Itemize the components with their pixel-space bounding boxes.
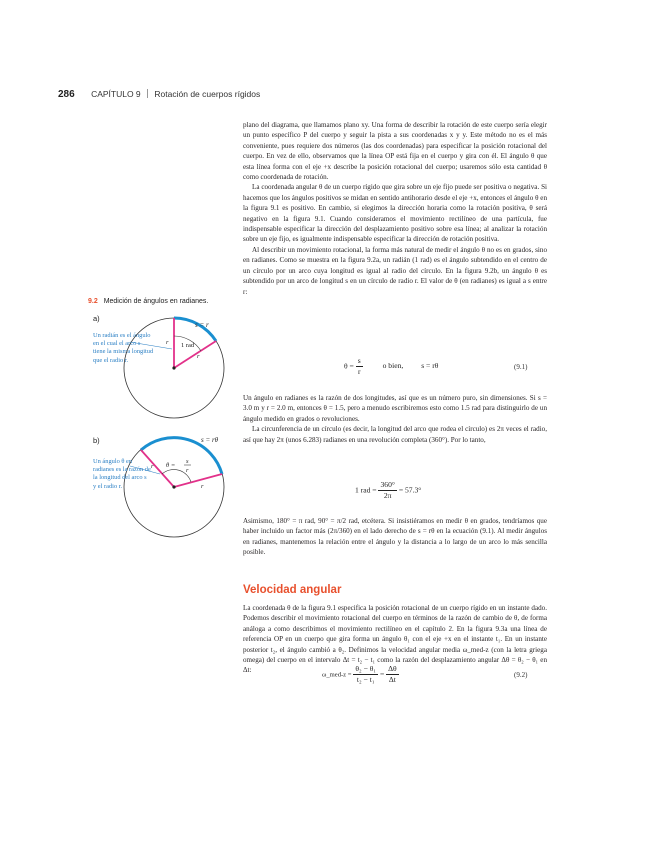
eq91-denominator: r: [357, 367, 361, 376]
theta-label-b: θ =: [166, 462, 176, 469]
eqrad-rhs: = 57.3°: [398, 485, 422, 495]
angle-label-a: 1 rad: [181, 342, 195, 349]
center-point-b: [172, 485, 175, 488]
paragraph-5: La circunferencia de un círculo (es decir, la longitud del arco que rodea el círculo) es 2π veces el radio, así que hay 2π (unos 6.283) radianes en una revolución completa (360°). Por lo tanto,: [243, 425, 547, 444]
figure-b-note: [93, 458, 151, 491]
eq92-denominator-2: Δt: [388, 675, 396, 684]
figure-b-note-line: la longitud del arco s: [93, 474, 147, 482]
figure-b-note-line: radianes es la razón de: [93, 466, 151, 474]
paragraph-7: La coordenada θ de la figura 9.1 especifica la posición rotacional de un cuerpo rígido en un instante dado. Podemos describir el movimiento rotacional del cuerpo en términos de la razón de cambio de θ, de forma análoga a como describimos el movimiento rectilíneo en el capítulo 2. En la figura 9.3a una línea de referencia OP en un cuerpo que gira forma un ángulo θ₁ con el eje +x en el instante t₁. En un instante posterior t₂, el ángulo cambió a θ₂. Definimos la velocidad angular media ω_med-z (con la letra griega omega) del cuerpo en el intervalo Δt = t₂ − t₁ como la razón del desplazamiento angular Δθ = θ₂ − θ₁ en Δt:: [243, 604, 547, 675]
radius-label-b-2: r: [201, 483, 204, 490]
eq91-lhs: θ =: [344, 361, 354, 371]
eq92-denominator-1: t₂ − t₁: [356, 675, 375, 684]
eq91-rhs: s = rθ: [421, 361, 439, 371]
eqrad-numerator: 360°: [380, 480, 395, 489]
figure-a-label: a): [93, 314, 100, 323]
eqrad-denominator: 2π: [383, 491, 392, 500]
radius-label-a-1: r: [166, 339, 169, 346]
paragraph-4: Un ángulo en radianes es la razón de dos longitudes, así que es un número puro, sin dimensiones. Si s = 3.0 m y r = 2.0 m, entonces θ = 1.5, pero a menudo escribiremos esto como 1.5 rad para distinguirlo de un ángulo medido en grados o revoluciones.: [243, 394, 547, 423]
eqrad-lhs: 1 rad =: [355, 485, 377, 495]
figure-number: 9.2: [88, 298, 98, 305]
figure-a-note-line: tiene la misma longitud: [93, 348, 154, 356]
eq92-numerator-1: θ₂ − θ₁: [355, 664, 377, 673]
diagram-a: [124, 318, 224, 418]
theta-fraction-den-b: r: [186, 467, 189, 474]
eq91-middle: o bien,: [382, 361, 404, 371]
paragraph-6: Asimismo, 180° = π rad, 90° = π/2 rad, etcétera. Si insistiéramos en medir θ en grados, tendríamos que haber incluido un factor más (2π/360) en el lado derecho de s = rθ en la ecuación (9.1). Al medir ángulos en radianes, mantenemos la relación entre el ángulo y la distancia a lo largo de un arco lo más sencilla posible.: [243, 517, 547, 557]
paragraph-3: Al describir un movimiento rotacional, la forma más natural de medir el ángulo θ no es en grados, sino en radianes. Como se muestra en la figura 9.2a, un radián (1 rad) es el ángulo subtendido en el centro de un círculo por un arco cuya longitud es igual al radio del círculo. En la figura 9.2b, un ángulo θ es subtendido por un arco de longitud s en un círculo de radio r. El valor de θ (en radianes) es igual a s entre r:: [243, 245, 547, 296]
theta-fraction-num-b: s: [186, 458, 189, 465]
arc-label-b: s = rθ: [201, 436, 219, 444]
paragraph-1: plano del diagrama, que llamamos plano xy. Una forma de describir la rotación de este cuerpo sería elegir un punto específico P del cuerpo y seguir la pista a sus coordenadas x y y. Este método no es el más conveniente, pues requiere dos números (las dos coordenadas) para especificar la posición rotacional del cuerpo. En vez de ello, observamos que la línea OP está fija en el cuerpo y gira con él. El ángulo θ que esta línea forma con el eje +x describe la posición rotacional del cuerpo; usaremos sólo esta cantidad θ como coordenada de rotación.: [243, 121, 547, 182]
eq92-equals: =: [379, 669, 385, 679]
radius-b-right: [174, 474, 222, 487]
arc-label-a: s = r: [195, 321, 209, 329]
eq92-lhs: ω_med-z =: [322, 671, 352, 679]
chapter-title: Rotación de cuerpos rígidos: [154, 89, 261, 99]
figure-b-label: b): [93, 436, 100, 445]
radius-label-a-2: r: [197, 353, 200, 360]
figure-a-note-line: Un radián es el ángulo: [93, 332, 151, 339]
figure-b-note-line: Un ángulo θ en: [93, 458, 133, 465]
center-point-a: [172, 366, 175, 369]
figure-caption-text: Medición de ángulos en radianes.: [103, 298, 209, 305]
eq92-numerator-2: Δθ: [388, 664, 397, 673]
section-heading: Velocidad angular: [243, 584, 342, 596]
eq92-number: (9.2): [514, 671, 528, 679]
paragraph-2: La coordenada angular θ de un cuerpo rígido que gira sobre un eje fijo puede ser positiva o negativa. Si hacemos que los ángulos positivos se midan en sentido antihorario desde el eje +x, entonces el ángulo θ en la figura 9.1 es positivo. En cambio, si elegimos la dirección horaria como la rotación positiva, θ será negativo en la figura 9.1. Cuando consideramos el movimiento rectilíneo de una partícula, fue indispensable especificar la dirección del desplazamiento positivo sobre esa línea; al analizar la rotación sobre un eje fijo, es igualmente indispensable especificar la dirección de rotación positiva.: [243, 183, 547, 244]
eq91-numerator: s: [357, 356, 361, 365]
figure-a-note-line: en el cual el arco s: [93, 340, 141, 348]
figure-a-note-line: que el radio r.: [93, 356, 129, 364]
figure-b-note-line: y el radio r.: [93, 482, 123, 490]
page-number: 286: [58, 89, 75, 100]
radius-label-b-1: r: [151, 463, 154, 470]
chapter-label: CAPÍTULO 9: [91, 89, 141, 99]
eq91-number: (9.1): [514, 363, 528, 371]
